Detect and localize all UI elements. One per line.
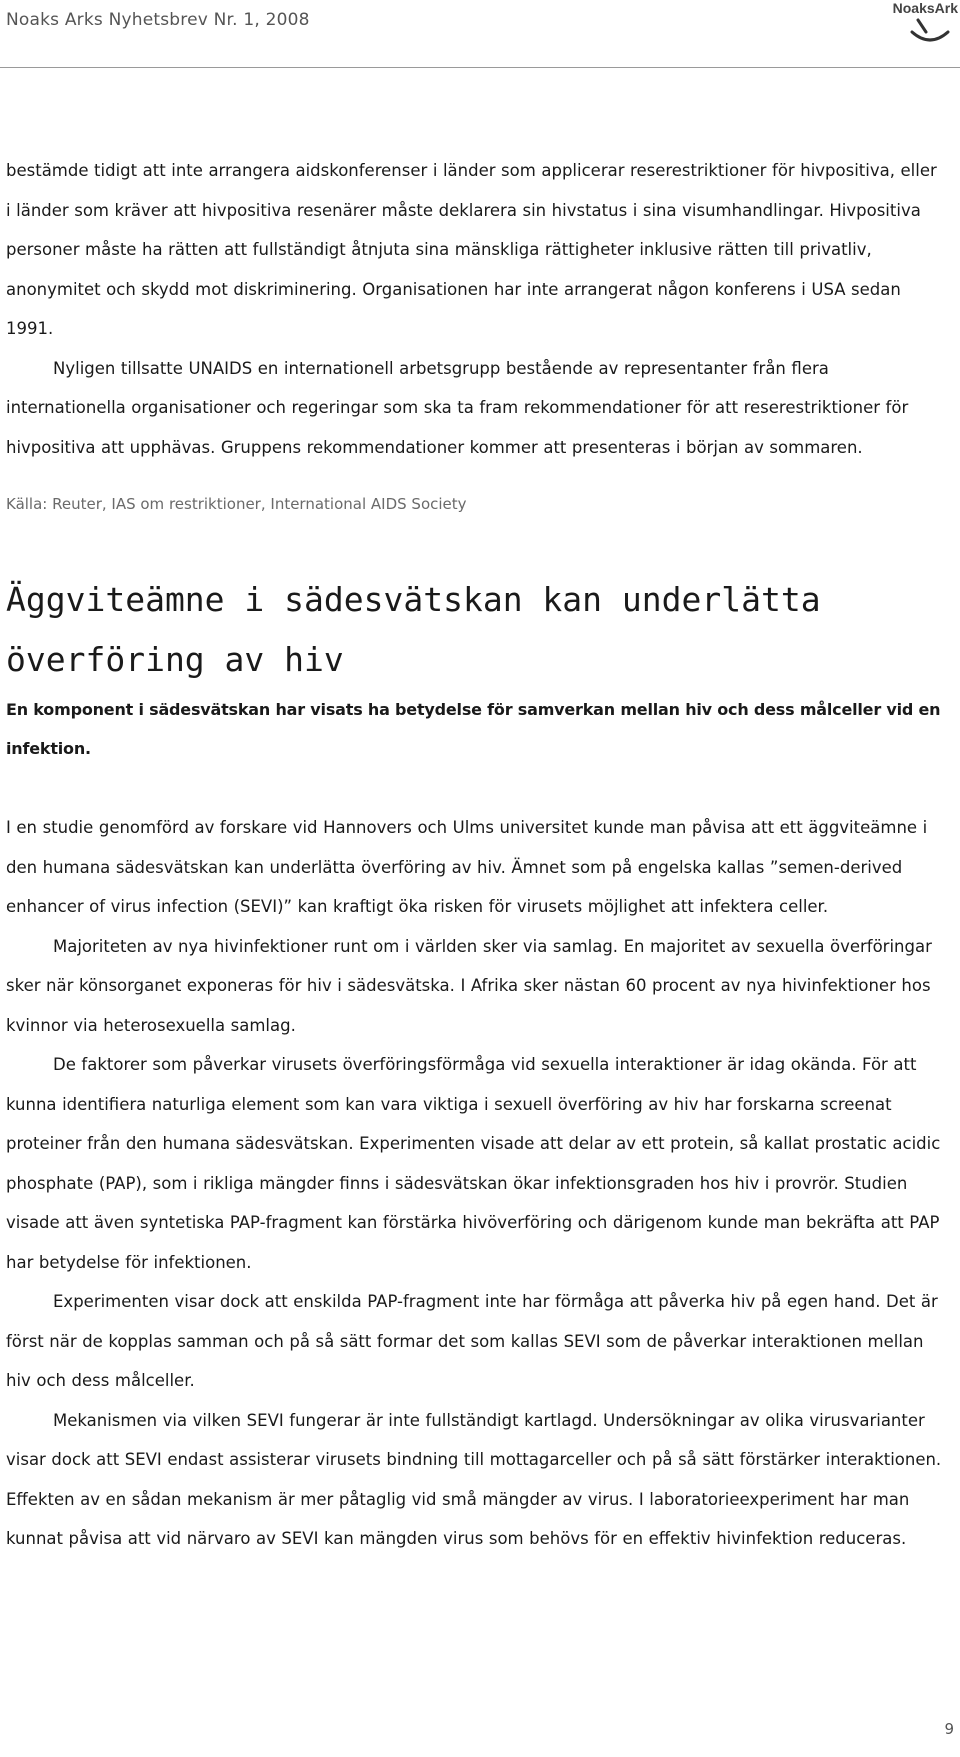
- noaksark-logo: [884, 0, 958, 50]
- logo-text: NoaksArk: [892, 0, 958, 16]
- article2-paragraph-5: Mekanismen via vilken SEVI fungerar är inte fullständigt kartlagd. Undersökningar av olika virusvarianter visar dock att SEVI endast assisterar virusets bindning till mottagarceller och på så sätt förstärker interaktionen. Effekten av en sådan mekanism är mer påtaglig vid små mängder av virus. I laboratorieexperiment har man kunnat påvisa att vid närvaro av SEVI kan mängden virus som behövs för en effektiv hivinfektion reduceras.: [6, 1410, 942, 1548]
- spacer: [6, 768, 946, 808]
- page-header: [0, 0, 960, 68]
- article2-paragraph-1: I en studie genomförd av forskare vid Hannovers och Ulms universitet kunde man påvisa att ett äggviteämne i den humana sädesvätskan kan underlätta överföring av hiv. Ämnet som på engelska kallas ”semen-derived enhancer of virus infection (SEVI)” kan kraftigt öka risken för virusets möjlighet att infektera celler.: [6, 818, 928, 916]
- article-lead: En komponent i sädesvätskan har visats ha betydelse för samverkan mellan hiv och dess målceller vid en infektion.: [6, 700, 941, 758]
- article2-paragraph-4: Experimenten visar dock att enskilda PAP-fragment inte har förmåga att påverka hiv på egen hand. Det är först när de kopplas samman och på så sätt formar det som kallas SEVI som de påverkar interaktionen mellan hiv och dess målceller.: [6, 1292, 938, 1390]
- article1-paragraph-2: Nyligen tillsatte UNAIDS en internationell arbetsgrupp bestående av representanter från flera internationella organisationer och regeringar som ska ta fram rekommendationer för att reserestriktioner för hivpositiva att upphävas. Gruppens rekommendationer kommer att presenteras i början av sommaren.: [6, 358, 909, 457]
- article-title: Äggviteämne i sädesvätskan kan underlätta överföring av hiv: [6, 580, 821, 679]
- newsletter-title: Noaks Arks Nyhetsbrev Nr. 1, 2008: [6, 10, 310, 30]
- page-content: [6, 151, 946, 1559]
- article2-paragraph-3: De faktorer som påverkar virusets överföringsförmåga vid sexuella interaktioner är idag okända. För att kunna identifiera naturliga element som kan vara viktiga i sexuell överföring av hiv har forskarna screenat proteiner från den humana sädesvätskan. Experimenten visade att delar av ett protein, så kallat prostatic acidic phosphate (PAP), som i rikliga mängder finns i sädesvätskan ökar infektionsgraden hos hiv i provrör. Studien visade att även syntetiska PAP-fragment kan förstärka hivöverföring och därigenom kunde man bekräfta att PAP har betydelse för infektionen.: [6, 1055, 941, 1272]
- article2-paragraph-2: Majoriteten av nya hivinfektioner runt om i världen sker via samlag. En majoritet av sexuella överföringar sker när könsorganet exponeras för hiv i sädesvätska. I Afrika sker nästan 60 procent av nya hivinfektioner hos kvinnor via heterosexuella samlag.: [6, 936, 932, 1035]
- article1-paragraph-1: bestämde tidigt att inte arrangera aidskonferenser i länder som applicerar reserestriktioner för hivpositiva, eller i länder som kräver att hivpositiva resenärer måste deklarera sin hivstatus i sina visumhandlingar. Hivpositiva personer måste ha rätten att fullständigt åtnjuta sina mänskliga rättigheter inklusive rätten till privatliv, anonymitet och skydd mot diskriminering. Organisationen har inte arrangerat någon konferens i USA sedan 1991.: [6, 161, 937, 338]
- page-number: 9: [944, 1720, 954, 1738]
- ark-icon: [910, 18, 950, 44]
- source-citation: Källa: Reuter, IAS om restriktioner, International AIDS Society: [6, 495, 467, 513]
